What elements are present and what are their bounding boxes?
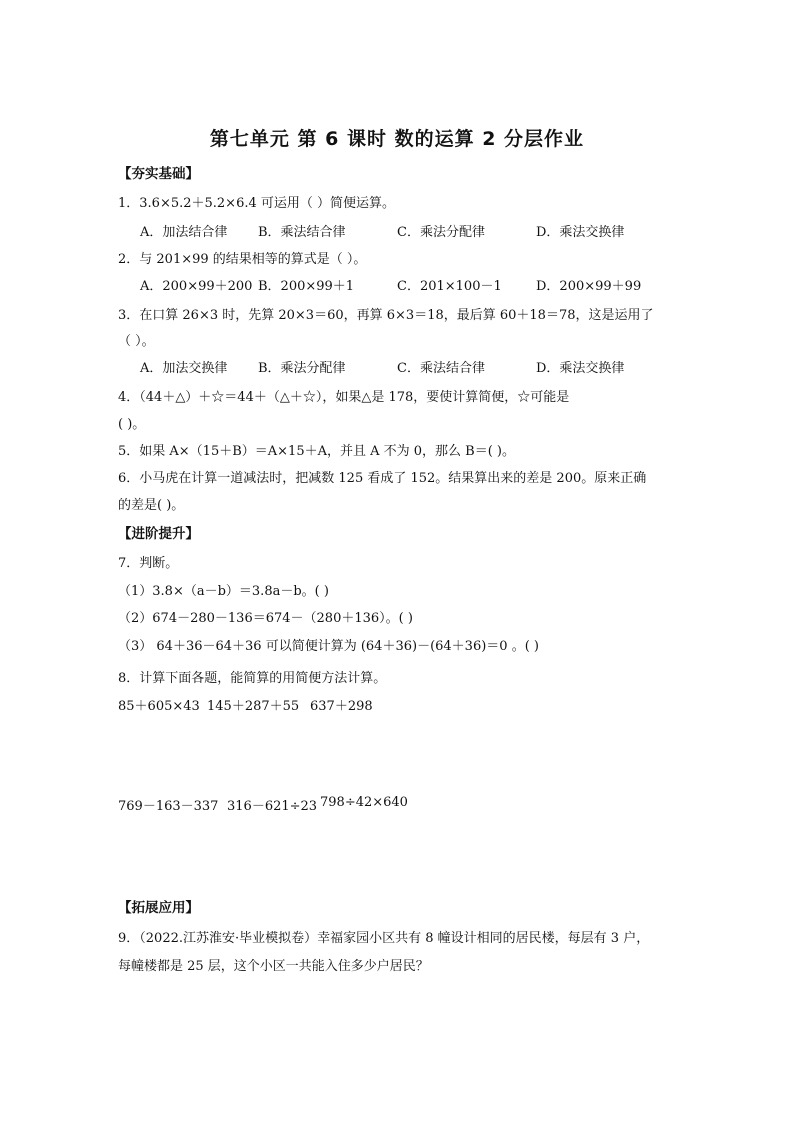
- question-2-option-a: A．200×99＋200: [140, 279, 253, 294]
- question-7-stem: 7．判断。: [118, 556, 179, 571]
- question-8-expr-4: 769－163－337: [118, 799, 219, 814]
- question-4-stem-line-1: 4．（44＋△）＋☆＝44＋（△＋☆），如果△是 178，要使计算简便，☆可能是: [118, 390, 570, 405]
- question-3-stem-line-2: （ ）。: [118, 334, 155, 349]
- question-8-expr-3: 637＋298: [310, 699, 373, 714]
- question-6-stem-line-1: 6．小马虎在计算一道减法时，把减数 125 看成了 152。结果算出来的差是 200。原来正确: [118, 471, 647, 486]
- question-8-stem: 8．计算下面各题，能简算的用简便方法计算。: [118, 671, 387, 686]
- question-2-option-c: C．201×100－1: [397, 279, 502, 294]
- question-3-option-a: A．加法交换律: [140, 361, 228, 376]
- question-7-item-2: （2）674－280－136＝674－（280＋136）。( ): [118, 611, 413, 626]
- question-1-stem: 1．3.6×5.2＋5.2×6.4 可运用（ ）简便运算。: [118, 196, 396, 211]
- question-5-stem: 5．如果 A×（15＋B）＝A×15＋A，并且 A 不为 0，那么 B＝( )。: [118, 444, 516, 459]
- question-6-stem-line-2: 的差是( )。: [118, 498, 185, 513]
- question-1-option-a: A．加法结合律: [140, 225, 228, 240]
- question-9-stem-line-1: 9．（2022.江苏淮安·毕业模拟卷）幸福家园小区共有 8 幢设计相同的居民楼，每层有 3 户，: [118, 931, 650, 946]
- question-1-option-d: D．乘法交换律: [536, 225, 625, 240]
- question-2-option-b: B．200×99＋1: [258, 279, 355, 294]
- question-2-stem: 2．与 201×99 的结果相等的算式是（ ）。: [118, 252, 367, 267]
- section-heading-basics: 【夯实基础】: [118, 166, 199, 182]
- question-3-stem-line-1: 3．在口算 26×3 时，先算 20×3＝60，再算 6×3＝18，最后算 60＋18＝78，这是运用了: [118, 308, 654, 323]
- question-3-option-c: C．乘法结合律: [397, 361, 485, 376]
- question-2-option-d: D．200×99＋99: [536, 279, 642, 294]
- page-title: 第七单元 第 6 课时 数的运算 2 分层作业: [209, 128, 585, 150]
- question-8-expr-2: 145＋287＋55: [207, 699, 300, 714]
- section-heading-extension: 【拓展应用】: [118, 900, 199, 916]
- question-7-item-1: （1）3.8×（a－b）＝3.8a－b。( ): [118, 584, 329, 599]
- question-4-stem-line-2: ( )。: [118, 417, 146, 432]
- question-8-expr-5: 316－621÷23: [227, 799, 318, 814]
- question-8-expr-6: 798÷42×640: [320, 795, 408, 810]
- question-1-option-c: C．乘法分配律: [397, 225, 485, 240]
- question-1-option-b: B．乘法结合律: [258, 225, 346, 240]
- question-9-stem-line-2: 每幢楼都是 25 层，这个小区一共能入住多少户居民？: [118, 959, 429, 974]
- question-3-option-b: B．乘法分配律: [258, 361, 346, 376]
- question-8-expr-1: 85＋605×43: [118, 699, 200, 714]
- question-3-option-d: D．乘法交换律: [536, 361, 625, 376]
- question-7-item-3: （3） 64＋36－64＋36 可以简便计算为 (64＋36)－(64＋36)＝0 。( ): [118, 639, 539, 654]
- section-heading-advanced: 【进阶提升】: [118, 526, 199, 542]
